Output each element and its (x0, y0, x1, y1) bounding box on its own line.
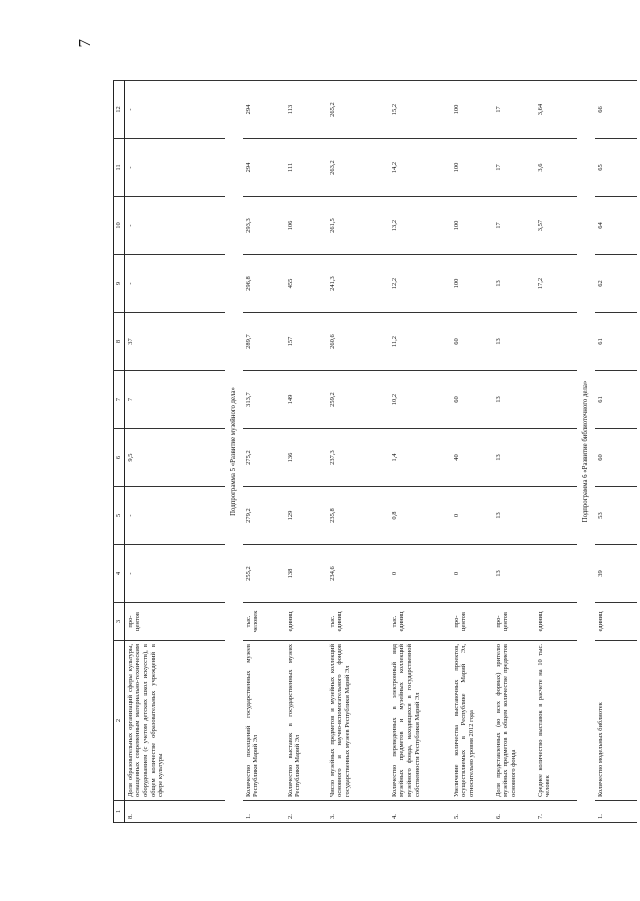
column-number-12: 12 (114, 81, 125, 139)
column-number-8: 8 (114, 313, 125, 371)
value-cell: 0 (451, 545, 493, 603)
value-cell: 13 (493, 487, 535, 545)
unit-cell: единиц (595, 603, 637, 641)
value-cell (535, 313, 577, 371)
table-row (124, 81, 225, 823)
value-cell: 0,8 (389, 487, 451, 545)
value-cell: 13,2 (389, 197, 451, 255)
value-cell: 237,3 (327, 429, 389, 487)
value-cell: 138 (285, 545, 327, 603)
table-row (389, 81, 451, 823)
indicator-name: Число музейных предметов и музейных коллекций основного и научно-вспомогательного фондов государственных музеев Республики Марий Эл (327, 641, 389, 801)
value-cell: 100 (451, 255, 493, 313)
indicator-name: Количество посещений государственных музеев Республики Марий Эл (243, 641, 285, 801)
unit-cell: единиц (535, 603, 577, 641)
value-cell: - (124, 545, 225, 603)
value-cell: - (124, 197, 225, 255)
value-cell: 11,2 (389, 313, 451, 371)
column-number-10: 10 (114, 197, 125, 255)
value-cell: 294 (243, 139, 285, 197)
value-cell: - (124, 255, 225, 313)
value-cell: 60 (451, 313, 493, 371)
unit-cell: единиц (285, 603, 327, 641)
value-cell: 261,5 (327, 197, 389, 255)
value-cell: 9,5 (124, 429, 225, 487)
value-cell: 61 (595, 313, 637, 371)
value-cell: 40 (451, 429, 493, 487)
value-cell: 100 (451, 81, 493, 139)
row-number: 1. (243, 801, 285, 823)
value-cell (535, 429, 577, 487)
value-cell: 293,3 (243, 197, 285, 255)
value-cell: 13 (493, 313, 535, 371)
indicator-name: Среднее количество выставок в расчете на 10 тыс. человек (535, 641, 577, 801)
row-number: 5. (451, 801, 493, 823)
indicator-name: Количество выставок в государственных музеях Республики Марий Эл (285, 641, 327, 801)
value-cell: 455 (285, 255, 327, 313)
unit-cell: тыс. человек (243, 603, 285, 641)
value-cell: 0 (389, 545, 451, 603)
value-cell: 259,2 (327, 371, 389, 429)
value-cell: 111 (285, 139, 327, 197)
value-cell: 106 (285, 197, 327, 255)
value-cell: 15,2 (389, 81, 451, 139)
value-cell: 296,8 (243, 255, 285, 313)
page-number: 7 (75, 39, 94, 48)
row-number: 3. (327, 801, 389, 823)
column-number-4: 4 (114, 545, 125, 603)
value-cell: 149 (285, 371, 327, 429)
value-cell: 1,4 (389, 429, 451, 487)
subprogram-row (225, 81, 243, 823)
value-cell: 13 (493, 255, 535, 313)
value-cell: 100 (451, 139, 493, 197)
column-number-11: 11 (114, 139, 125, 197)
value-cell: 39 (595, 545, 637, 603)
value-cell: 260,6 (327, 313, 389, 371)
unit-cell: тыс. единиц (327, 603, 389, 641)
column-number-2: 2 (114, 641, 125, 801)
value-cell: 0 (451, 487, 493, 545)
value-cell: 255,2 (243, 545, 285, 603)
value-cell: 17 (493, 139, 535, 197)
value-cell: 235,8 (327, 487, 389, 545)
value-cell: 60 (451, 371, 493, 429)
value-cell: 53 (595, 487, 637, 545)
value-cell: 65 (595, 139, 637, 197)
subprogram-5-title: Подпрограмма 5 «Развитие музейного дела» (225, 81, 243, 823)
value-cell: 13 (493, 371, 535, 429)
value-cell: 113 (285, 81, 327, 139)
value-cell: 60 (595, 429, 637, 487)
indicator-name: Количество модельных библиотек (595, 641, 637, 801)
value-cell: 136 (285, 429, 327, 487)
value-cell: 100 (451, 197, 493, 255)
value-cell: 37 (124, 313, 225, 371)
value-cell: 64 (595, 197, 637, 255)
indicator-name: Количество переведенных в электронный вид музейных предметов и музейных коллекций музейного фонда, находящихся в государственной собственности Республики Марий Эл (389, 641, 451, 801)
table-row (243, 81, 285, 823)
unit-cell: про-центов (124, 603, 225, 641)
value-cell: 129 (285, 487, 327, 545)
row-number: 2. (285, 801, 327, 823)
value-cell: 289,7 (243, 313, 285, 371)
value-cell: 17 (493, 197, 535, 255)
value-cell: 157 (285, 313, 327, 371)
value-cell: 66 (595, 81, 637, 139)
value-cell: 3,57 (535, 197, 577, 255)
row-number: 1. (595, 801, 637, 823)
column-number-9: 9 (114, 255, 125, 313)
value-cell: 275,2 (243, 429, 285, 487)
value-cell: 14,2 (389, 139, 451, 197)
value-cell: 10,2 (389, 371, 451, 429)
table-row (595, 81, 637, 823)
value-cell: 12,2 (389, 255, 451, 313)
value-cell (535, 545, 577, 603)
value-cell: - (124, 139, 225, 197)
column-number-6: 6 (114, 429, 125, 487)
value-cell: 294 (243, 81, 285, 139)
table-row (535, 81, 577, 823)
unit-cell: про-центов (451, 603, 493, 641)
value-cell: 13 (493, 429, 535, 487)
column-number-5: 5 (114, 487, 125, 545)
table-row (285, 81, 327, 823)
table-row (327, 81, 389, 823)
value-cell: 13 (493, 545, 535, 603)
value-cell: 17,2 (535, 255, 577, 313)
row-number: 8. (124, 801, 225, 823)
unit-cell: тыс. единиц (389, 603, 451, 641)
column-number-1: 1 (114, 801, 125, 823)
value-cell: - (124, 487, 225, 545)
value-cell: 265,2 (327, 81, 389, 139)
column-number-3: 3 (114, 603, 125, 641)
row-number: 6. (493, 801, 535, 823)
row-number: 4. (389, 801, 451, 823)
subprogram-6-title: Подпрограмма 6 «Развитие библиотечного дела» (577, 81, 595, 823)
indicator-name: Увеличение количества выставочных проектов, осуществляемых в Республике Марий Эл, относительно уровня 2012 года (451, 641, 493, 801)
unit-cell: про-центов (493, 603, 535, 641)
indicator-name: Доля образовательных организаций сферы культуры, оснащенных современным материально-техническим оборудованием (с учетом детских школ искусств), в общем количестве образовательных учреждений в сфере культуры (124, 641, 225, 801)
rotated-table-region (75, 39, 623, 823)
value-cell: 17 (493, 81, 535, 139)
value-cell: 234,6 (327, 545, 389, 603)
table-header-row (114, 81, 125, 823)
value-cell (535, 371, 577, 429)
value-cell: 263,2 (327, 139, 389, 197)
value-cell: 62 (595, 255, 637, 313)
value-cell: 3,64 (535, 81, 577, 139)
subprogram-row (577, 81, 595, 823)
value-cell: 61 (595, 371, 637, 429)
indicators-table (113, 80, 637, 823)
value-cell (535, 487, 577, 545)
table-row (493, 81, 535, 823)
value-cell: 279,2 (243, 487, 285, 545)
value-cell: 7 (124, 371, 225, 429)
value-cell: 313,7 (243, 371, 285, 429)
value-cell: 241,3 (327, 255, 389, 313)
row-number: 7. (535, 801, 577, 823)
value-cell: 3,6 (535, 139, 577, 197)
table-row (451, 81, 493, 823)
value-cell: - (124, 81, 225, 139)
indicator-name: Доля представленных (во всех формах) зрителю музейных предметов в общем количестве предметов основного фонда (493, 641, 535, 801)
column-number-7: 7 (114, 371, 125, 429)
